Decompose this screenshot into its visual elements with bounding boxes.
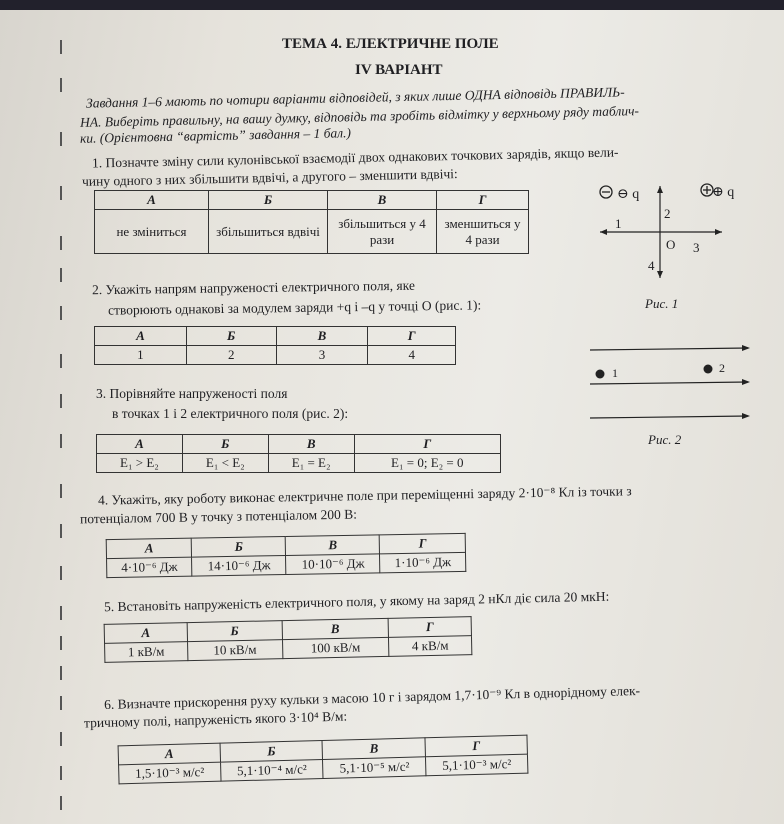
- answer-header-a[interactable]: А: [97, 435, 183, 454]
- margin-mark: [60, 766, 62, 780]
- answer-cell: збільшиться у 4 рази: [328, 210, 437, 254]
- page-title: ТЕМА 4. ЕЛЕКТРИЧНЕ ПОЛЕ: [282, 36, 499, 52]
- answer-header-d[interactable]: Г: [368, 327, 456, 346]
- figure-1-origin-label: O: [666, 237, 676, 252]
- worksheet-page: [0, 10, 784, 824]
- margin-mark: [60, 636, 62, 650]
- answer-header-b[interactable]: Б: [192, 537, 286, 558]
- answer-header-c[interactable]: В: [328, 191, 437, 210]
- question-2-answer-table: [94, 326, 456, 365]
- figure-1-label: 2: [664, 206, 671, 221]
- figure-1-label: 3: [693, 240, 700, 255]
- figure-1-label: 4: [648, 258, 655, 273]
- margin-mark: [60, 434, 62, 448]
- answer-cell: E₁ = 0; E₂ = 0: [354, 454, 500, 473]
- question-6-answer-table: [118, 735, 529, 785]
- question-6-text: 6. Визначте прискорення руху кульки з масою 10 г і зарядом 1,7·10⁻⁹ Кл в однорідному елек-: [103, 682, 641, 713]
- answer-cell: 4·10⁻⁶ Дж: [107, 557, 193, 577]
- figure-1-pos-charge: ⊕ q: [712, 185, 735, 200]
- answer-cell: E₁ < E₂: [182, 454, 268, 473]
- answer-header-c[interactable]: В: [282, 618, 389, 639]
- answer-header-b[interactable]: Б: [209, 191, 328, 210]
- answer-cell: 3: [276, 346, 368, 365]
- margin-mark: [60, 306, 62, 320]
- answer-cell: 5,1·10⁻³ м/с²: [426, 754, 528, 776]
- answer-header-a[interactable]: А: [95, 327, 187, 346]
- answer-cell: 1 кВ/м: [105, 642, 188, 663]
- question-1-text: чину одного з них збільшити вдвічі, а другого – зменшити вдвічі:: [81, 166, 458, 189]
- question-4-text: потенціалом 700 В у точку з потенціалом 200 В:: [79, 506, 358, 527]
- answer-cell: збільшиться вдвічі: [209, 210, 328, 254]
- answer-header-b[interactable]: Б: [187, 621, 282, 642]
- answer-cell: 1,5·10⁻³ м/с²: [119, 762, 221, 784]
- answer-cell: зменшиться у 4 рази: [437, 210, 529, 254]
- answer-header-d[interactable]: Г: [437, 191, 529, 210]
- answer-header-b[interactable]: Б: [186, 327, 276, 346]
- answer-header-c[interactable]: В: [322, 738, 425, 760]
- margin-mark: [60, 606, 62, 620]
- margin-mark: [60, 524, 62, 538]
- answer-cell: 2: [186, 346, 276, 365]
- answer-cell: 4: [368, 346, 456, 365]
- question-6-text: тричному полі, напруженість якого 3·10⁴ В/м:: [83, 708, 348, 731]
- figure-1-label: 1: [615, 216, 622, 231]
- answer-header-c[interactable]: В: [276, 327, 368, 346]
- answer-header-d[interactable]: Г: [354, 435, 500, 454]
- answer-header-a[interactable]: А: [95, 191, 209, 210]
- answer-header-d[interactable]: Г: [388, 617, 471, 638]
- margin-mark: [60, 394, 62, 408]
- answer-cell: не зміниться: [95, 210, 209, 254]
- margin-mark: [60, 666, 62, 680]
- answer-cell: 4 кВ/м: [389, 636, 472, 657]
- answer-cell: E₁ = E₂: [268, 454, 354, 473]
- answer-header-a[interactable]: А: [104, 623, 187, 644]
- answer-header-d[interactable]: Г: [380, 533, 466, 553]
- question-5-text: 5. Встановіть напруженість електричного поля, у якому на заряд 2 нКл діє сила 20 мкН:: [103, 588, 610, 615]
- answer-cell: 1·10⁻⁶ Дж: [380, 552, 466, 572]
- margin-mark: [60, 132, 62, 146]
- question-1-text: 1. Позначте зміну сили кулонівської взаємодії двох однакових точкових зарядів, якщо вели-: [91, 144, 619, 171]
- answer-header-b[interactable]: Б: [220, 741, 323, 763]
- answer-cell: 5,1·10⁻⁴ м/с²: [220, 760, 323, 782]
- answer-cell: 14·10⁻⁶ Дж: [192, 556, 286, 577]
- figure-1-caption: Рис. 1: [645, 296, 679, 311]
- figure-2-point-label: 1: [612, 366, 618, 380]
- margin-mark: [60, 40, 62, 54]
- answer-cell: 5,1·10⁻⁵ м/с²: [323, 757, 426, 779]
- margin-mark: [60, 796, 62, 810]
- margin-mark: [60, 236, 62, 250]
- margin-mark: [60, 186, 62, 200]
- answer-header-c[interactable]: В: [286, 535, 380, 556]
- figure-2-diagram: [588, 340, 758, 430]
- answer-header-c[interactable]: В: [268, 435, 354, 454]
- margin-mark: [60, 268, 62, 282]
- answer-header-a[interactable]: А: [106, 538, 192, 558]
- margin-mark: [60, 732, 62, 746]
- answer-cell: 1: [95, 346, 187, 365]
- margin-mark: [60, 484, 62, 498]
- answer-header-d[interactable]: Г: [425, 735, 527, 757]
- margin-mark: [60, 354, 62, 368]
- question-1-answer-table: [94, 190, 529, 254]
- question-4-answer-table: [106, 533, 467, 578]
- question-5-answer-table: [104, 616, 473, 663]
- variant-title: IV ВАРІАНТ: [355, 62, 443, 78]
- question-4-text: 4. Укажіть, яку роботу виконає електричне поле при переміщенні заряду 2·10⁻⁸ Кл із точки з: [97, 483, 632, 508]
- margin-mark: [60, 566, 62, 580]
- instructions-line: Завдання 1–6 мають по чотири варіанти відповідей, з яких лише ОДНА відповідь ПРАВИЛЬ-: [85, 84, 625, 111]
- question-2-text: 2. Укажіть напрям напруженості електричного поля, яке: [91, 277, 415, 298]
- instructions-line: НА. Виберіть правильну, на вашу думку, відповідь та зробіть відмітку у верхньому ряду таблич-: [79, 103, 640, 130]
- figure-2-caption: Рис. 2: [648, 432, 682, 447]
- top-window-bar: [0, 0, 784, 10]
- answer-cell: E₁ > E₂: [97, 454, 183, 473]
- figure-1-neg-charge: ⊖ q: [617, 187, 640, 202]
- answer-header-a[interactable]: А: [118, 743, 220, 765]
- question-3-text: 3. Порівняйте напруженості поля: [96, 386, 288, 401]
- question-3-text: в точках 1 і 2 електричного поля (рис. 2):: [112, 406, 349, 421]
- answer-cell: 10 кВ/м: [187, 640, 282, 661]
- instructions-line: ки. (Орієнтовна “вартість” завдання – 1 бал.): [79, 125, 352, 146]
- answer-header-b[interactable]: Б: [182, 435, 268, 454]
- margin-mark: [60, 696, 62, 710]
- answer-cell: 10·10⁻⁶ Дж: [286, 554, 380, 575]
- figure-2-point-label: 2: [719, 361, 725, 375]
- margin-mark: [60, 78, 62, 92]
- question-3-answer-table: [96, 434, 501, 473]
- answer-cell: 100 кВ/м: [282, 637, 389, 658]
- question-2-text: створюють однакові за модулем заряди +q і –q у точці О (рис. 1):: [107, 297, 482, 318]
